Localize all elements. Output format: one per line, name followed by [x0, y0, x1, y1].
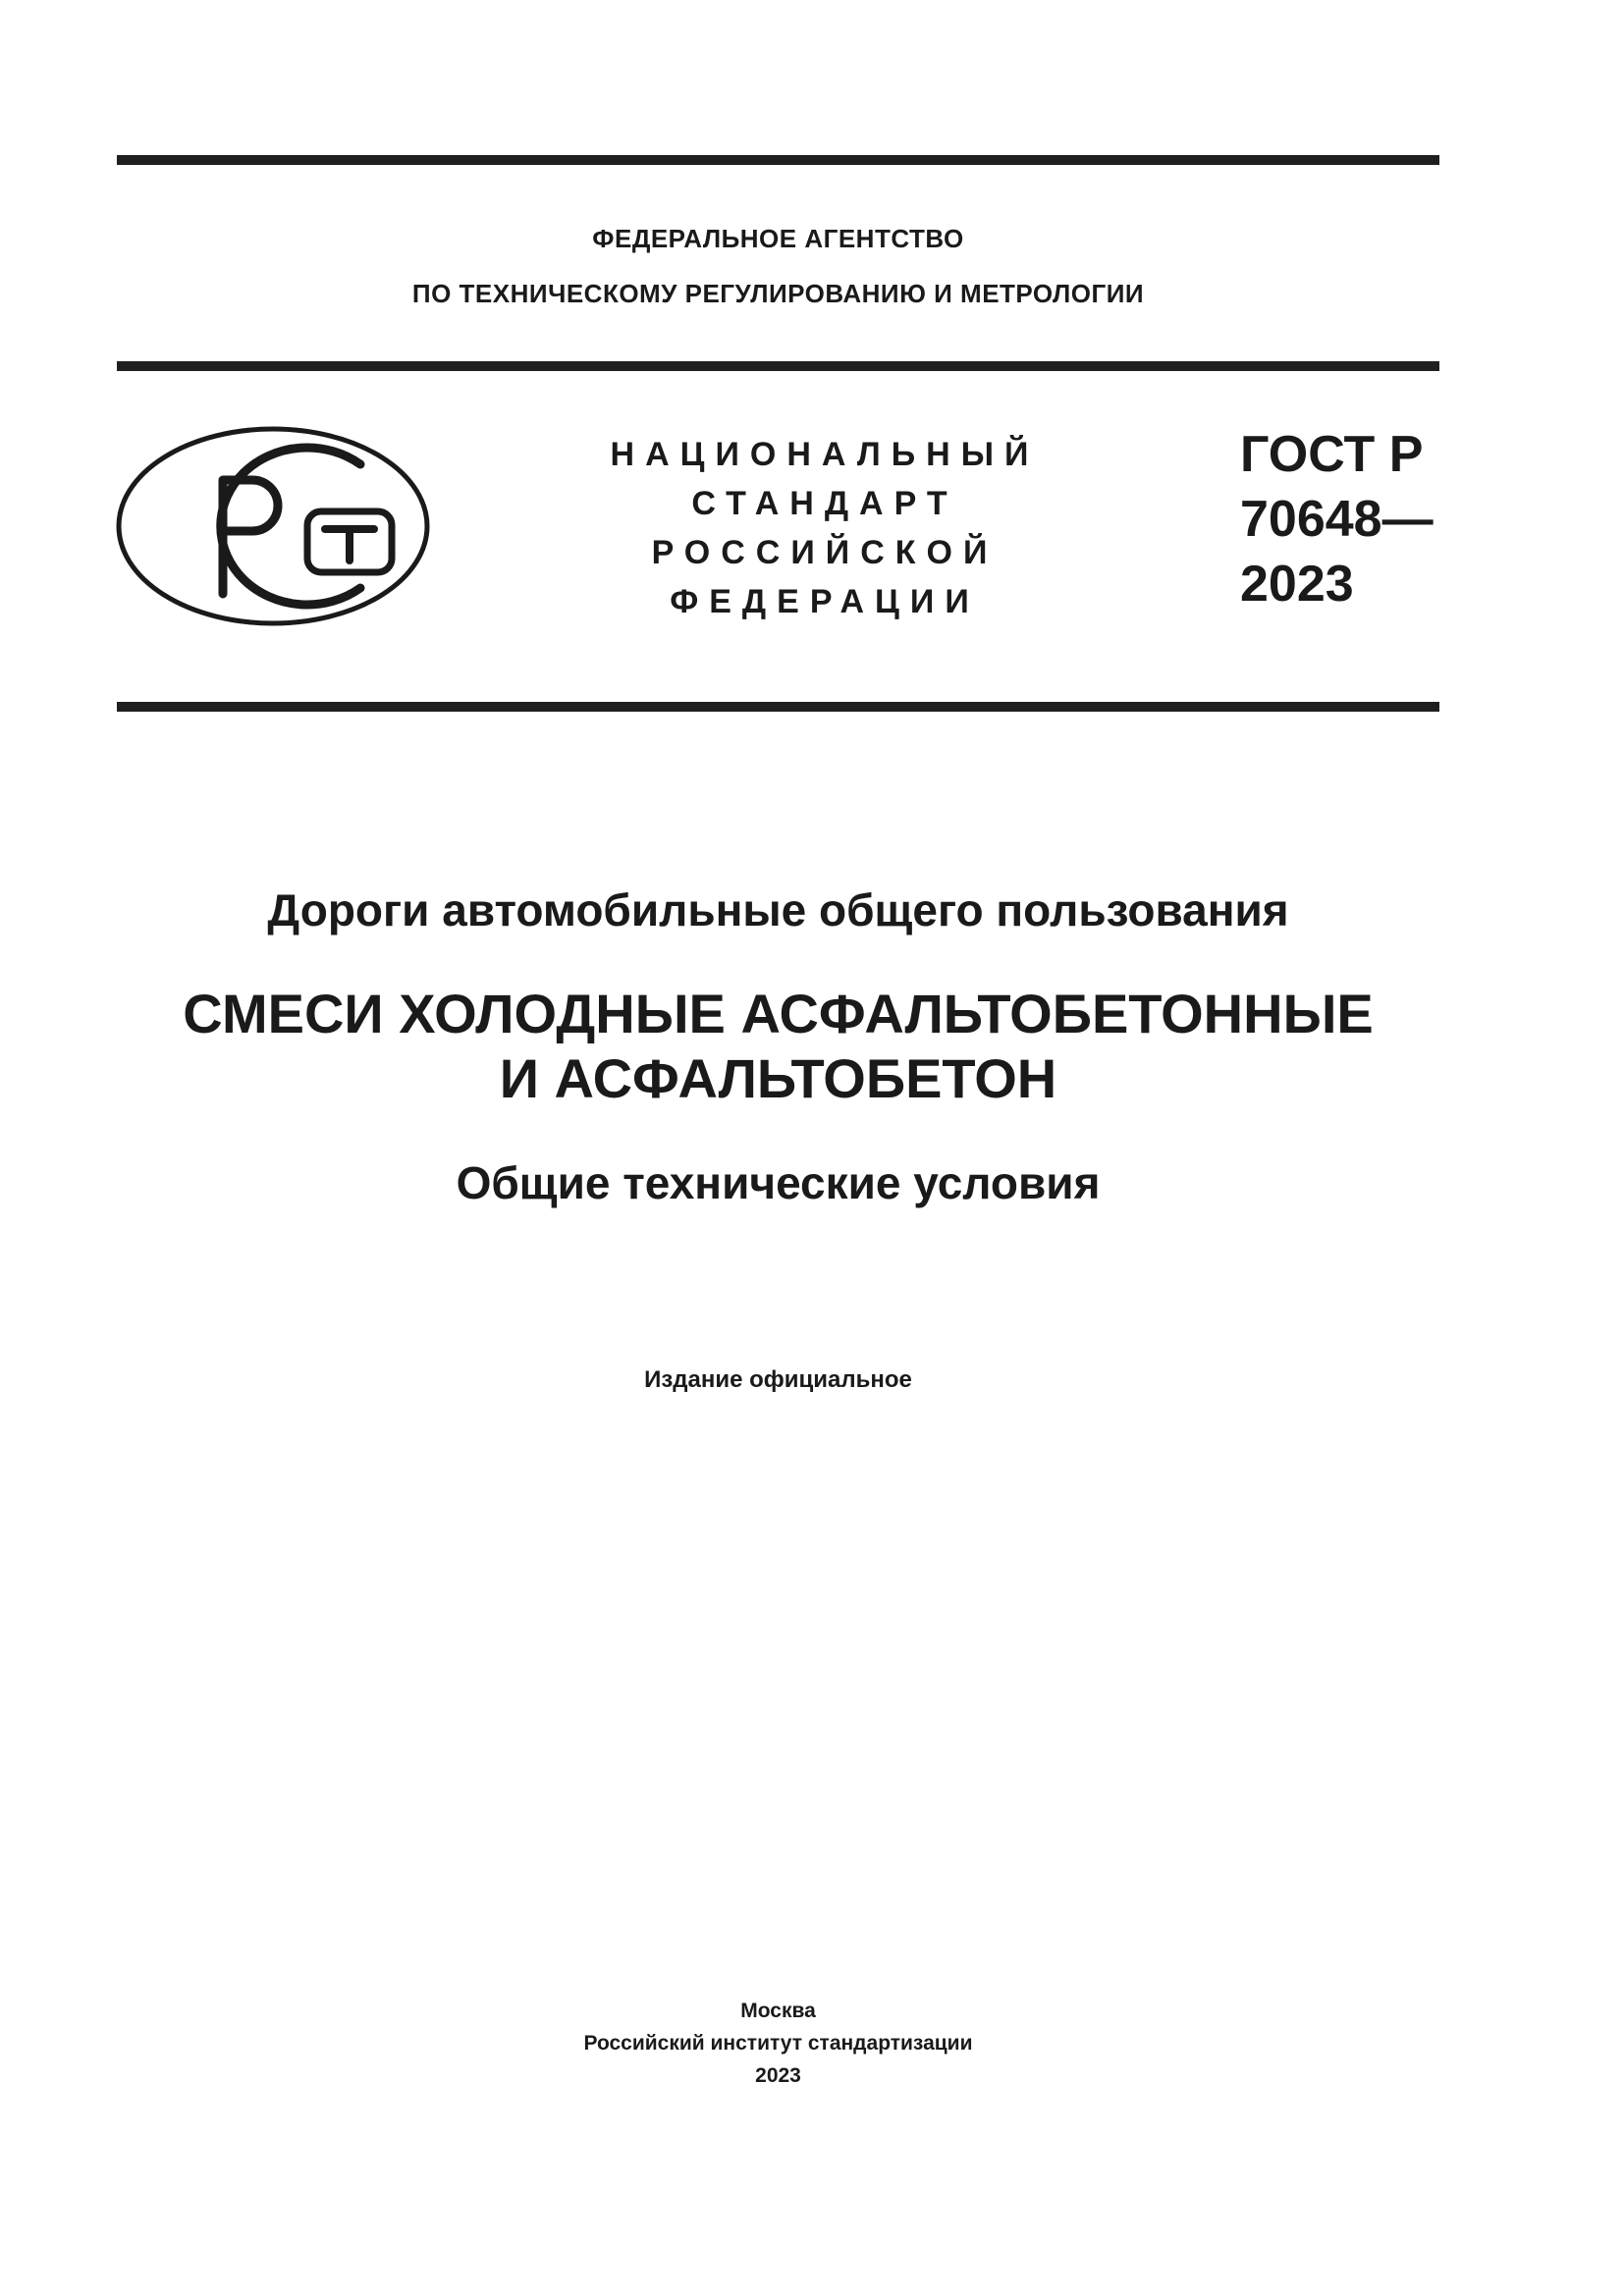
standard-designation [1240, 422, 1434, 616]
national-standard-line-4: ФЕДЕРАЦИИ [670, 583, 980, 620]
national-standard-line-3: РОССИЙСКОЙ [651, 534, 999, 571]
designation-line-1: ГОСТ Р [1240, 426, 1424, 483]
title-line-1: СМЕСИ ХОЛОДНЫЕ АСФАЛЬТОБЕТОННЫЕ [183, 983, 1374, 1044]
imprint-year: 2023 [755, 2064, 801, 2087]
national-standard-label [569, 430, 1080, 626]
designation-line-3: 2023 [1240, 556, 1354, 613]
document-subtitle: Общие технические условия [456, 1157, 1101, 1208]
imprint-publisher: Российский институт стандартизации [583, 2032, 973, 2055]
agency-line-1: ФЕДЕРАЛЬНОЕ АГЕНТСТВО [592, 224, 964, 253]
document-title [117, 982, 1439, 1111]
header-rule [117, 361, 1439, 371]
designation-line-2: 70648— [1240, 491, 1434, 548]
agency-line-2: ПО ТЕХНИЧЕСКОМУ РЕГУЛИРОВАНИЮ И МЕТРОЛОГИИ [411, 279, 1145, 308]
rst-certification-mark-icon [115, 425, 431, 627]
edition-label: Издание официальное [644, 1366, 912, 1393]
standard-block-rule [117, 702, 1439, 712]
imprint-city: Москва [740, 2000, 816, 2022]
national-standard-line-1: НАЦИОНАЛЬНЫЙ [610, 436, 1040, 473]
imprint [117, 1995, 1439, 2092]
title-line-2: И АСФАЛЬТОБЕТОН [499, 1047, 1057, 1109]
national-standard-line-2: СТАНДАРТ [691, 485, 958, 522]
top-rule [117, 155, 1439, 165]
document-subject: Дороги автомобильные общего пользования [267, 884, 1289, 935]
